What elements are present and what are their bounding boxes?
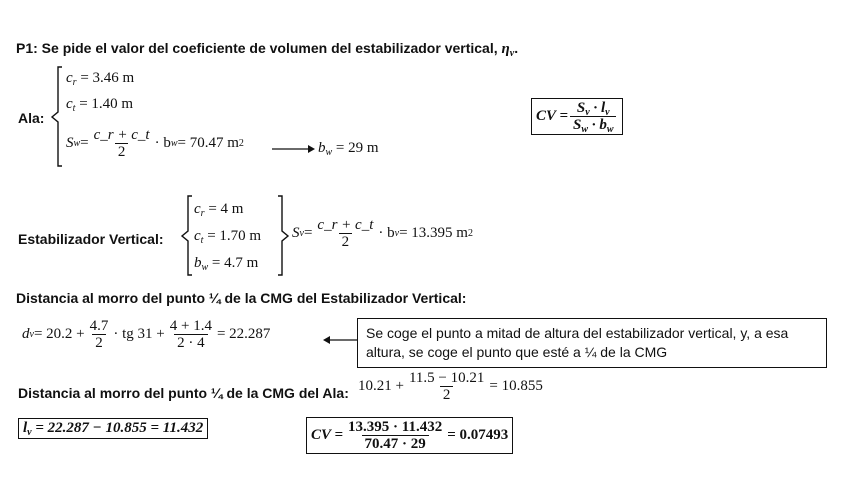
ala-brace bbox=[50, 66, 64, 168]
arrow-left-icon bbox=[322, 334, 358, 346]
estab-bw: $b_w = 4.7$ m bbox=[194, 255, 259, 273]
ala-dist-equation: 10.21 + $\frac{11.5 - 10.21}{2}$ = 10.855 bbox=[358, 370, 543, 403]
ala-bw: $b_w = 29$ m bbox=[318, 140, 379, 158]
estab-ct: $c_t = 1.70$ m bbox=[194, 228, 262, 246]
estab-left-brace bbox=[180, 195, 194, 277]
ala-label: Ala: bbox=[18, 110, 45, 126]
estab-label: Estabilizador Vertical: bbox=[18, 231, 164, 247]
estab-right-brace bbox=[276, 195, 290, 277]
ala-sw-equation: S w = $\frac{c\_r + c\_t}{2}$ · b w = 70.47 m 2 bbox=[66, 127, 244, 160]
estab-cr: $c_r = 4$ m bbox=[194, 201, 244, 219]
estab-sv-equation: S v = $\frac{c\_r + c\_t}{2}$ · b v = 13.395 m 2 bbox=[292, 217, 473, 250]
lv-result-box: $l_v = 22.287 - 10.855 = 11.432$ bbox=[18, 418, 208, 439]
page-title: P1: Se pide el valor del coeficiente de volumen del estabilizador vertical, $\eta_v$. bbox=[16, 40, 519, 59]
ala-ct: $c_t = 1.40$ m bbox=[66, 96, 134, 114]
explanation-note: Se coge el punto a mitad de altura del estabilizador vertical, y, a esa altura, se coge el punto que esté a ¼ de la CMG bbox=[357, 318, 827, 368]
arrow-right-icon bbox=[272, 143, 316, 155]
dv-equation: d v = 20.2 + $\frac{4.7}{2}$ · tg 31 + $\frac{4 + 1.4}{2 \cdot 4}$ = 22.287 bbox=[22, 318, 271, 351]
cv-result-box: CV = $\frac{13.395 \cdot 11.432}{70.47 \cdot 29}$ = 0.07493 bbox=[306, 417, 513, 454]
dist-ala-heading: Distancia al morro del punto ¼ de la CMG del Ala: bbox=[18, 385, 349, 401]
dist-estab-heading: Distancia al morro del punto ¼ de la CMG del Estabilizador Vertical: bbox=[16, 290, 467, 306]
cv-formula-box: CV = $\frac{S_v \cdot l_v}{S_w \cdot b_w}$ bbox=[531, 98, 623, 135]
ala-cr: $c_r = 3.46$ m bbox=[66, 70, 135, 88]
